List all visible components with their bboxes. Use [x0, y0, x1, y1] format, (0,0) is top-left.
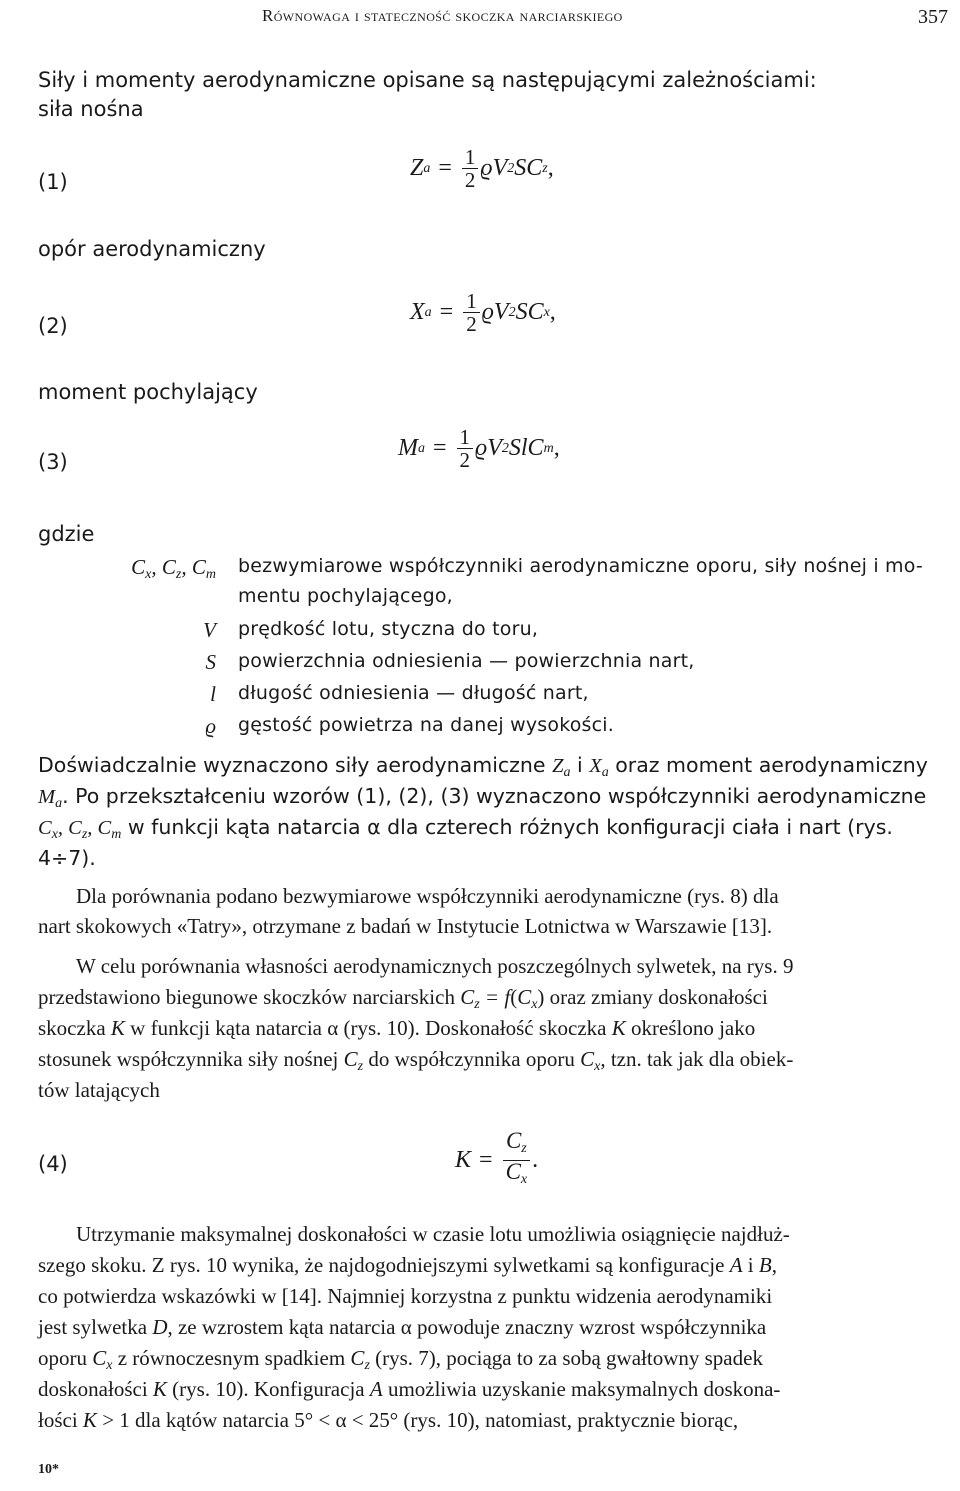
sym-cx-sub: x: [145, 567, 152, 582]
eq3-frac-den: 2: [459, 448, 471, 472]
sym-cz-spadek: $C_z$: [350, 1346, 370, 1373]
para1-l2: . Po przekształceniu wzorów (1), (2), (3) wyznaczono współczynniki aerodynamiczne: [62, 784, 927, 808]
eq3-rho-v: ϱV: [475, 435, 502, 461]
sym-cz: C: [161, 555, 176, 579]
eq4-den-c: C: [505, 1159, 521, 1184]
sym-za: $Z_a$: [552, 755, 571, 780]
para4-line-6: [38, 1375, 960, 1404]
def-text-coefficients-2: mentu pochylającego,: [238, 585, 453, 607]
para2-line-2: nart skokowych «Tatry», otrzymane z badań w Instytucie Lotnictwa w Warszawie [13].: [38, 914, 773, 938]
sym-k-2: K: [611, 1016, 626, 1040]
eq4-num-c: C: [505, 1128, 522, 1153]
para1-l1c: oraz moment aerodynamiczny: [608, 753, 928, 777]
para4-line-7: [38, 1406, 960, 1435]
sym-k-1: K: [110, 1016, 125, 1040]
eq1-frac-num: 1: [464, 145, 476, 169]
definition-coefficients-cont: [38, 583, 958, 611]
para4-line-3: co potwierdza wskazówki w [14]. Najmniej korzystna z punktu widzenia aerodynamiki: [38, 1284, 773, 1308]
sym-cx: C: [131, 555, 146, 579]
eq3-tail-sub: m: [543, 440, 554, 456]
eq1-frac-den: 2: [464, 168, 476, 192]
eq3-end: ,: [553, 435, 560, 461]
running-title: Równowaga i stateczność skoczka narciarskiego: [262, 6, 623, 25]
equation-4: [455, 1130, 538, 1191]
eq3-tail: SlC: [508, 435, 544, 461]
def-text-density: gęstość powietrza na danej wysokości.: [238, 714, 615, 736]
intro-line-1: Siły i momenty aerodynamiczne opisane są następującymi zależnościami:: [38, 68, 817, 92]
eq3-frac-num: 1: [459, 425, 471, 449]
para4-line-4: [38, 1313, 960, 1342]
sym-d-config: D: [152, 1315, 168, 1339]
def-symbol-rho: ϱ: [205, 714, 216, 738]
eq4-equals: =: [479, 1147, 493, 1173]
para3-l3a: skoczka: [38, 1016, 111, 1040]
sym-cz-ratio: $C_z$: [343, 1047, 364, 1074]
def-text-area: powierzchnia odniesienia — powierzchnia nart,: [238, 650, 695, 672]
para3-line-5: tów latających: [38, 1078, 160, 1102]
eq4-frac-num: [503, 1130, 530, 1160]
eq4-lhs: K: [455, 1147, 472, 1173]
def-symbol-coefficients: $C_x$, $C_z$, $C_m$: [131, 555, 216, 582]
para1-l1b: i: [570, 753, 590, 777]
para3-l2b: oraz zmiany doskonałości: [544, 985, 768, 1009]
eq2-half-fraction: [463, 290, 480, 335]
sym-cx-cz-cm: $C_x$, $C_z$, $C_m$: [38, 817, 122, 842]
para4-line-1: Utrzymanie maksymalnej doskonałości w czasie lotu umożliwia osiągnięcie najdłuż-: [76, 1222, 790, 1246]
def-text-velocity: prędkość lotu, styczna do toru,: [238, 618, 539, 640]
equation-1: [410, 146, 554, 191]
para3-l4a: stosunek współczynnika siły nośnej: [38, 1047, 344, 1071]
sym-polar: $C_z = f$: [460, 985, 511, 1012]
eq4-num-sub: z: [521, 1141, 527, 1156]
sym-ma: $M_a$: [38, 786, 63, 811]
para4-l7b: > 1 dla kątów natarcia 5° < α < 25° (rys. 10), natomiast, praktycznie biorąc,: [96, 1408, 739, 1432]
eq2-frac-den: 2: [466, 312, 477, 336]
equation-3: [398, 426, 560, 471]
para4-line-2: szego skoku. Z rys. 10 wynika, że najdogodniejszymi sylwetkami są konfiguracje A i B,: [38, 1253, 777, 1277]
para1-line-4: 4÷7).: [38, 846, 96, 870]
definition-density: [38, 712, 958, 740]
eq1-lhs-sub: a: [423, 160, 431, 176]
sym-xa: $X_a$: [589, 755, 609, 780]
eq1-tail: SC: [514, 155, 543, 181]
sym-k-3: K: [152, 1377, 167, 1401]
eq1-sup: 2: [507, 160, 515, 176]
eq1-lhs: Z: [410, 155, 424, 181]
eq1-equals: =: [438, 155, 452, 181]
def-text-length: długość odniesienia — długość nart,: [238, 682, 589, 704]
eq2-end: ,: [549, 299, 556, 325]
para4-l5b: z równoczesnym spadkiem: [112, 1346, 351, 1370]
sym-a-config-2: A: [369, 1377, 383, 1401]
definition-coefficients: [38, 553, 958, 581]
sym-cx-oporu: $C_x$: [92, 1346, 113, 1373]
eq2-sup: 2: [508, 304, 516, 320]
page-number: 357: [918, 6, 948, 28]
eq2-lhs: X: [410, 299, 425, 325]
sym-cz-sub: z: [175, 567, 182, 582]
para4-l5a: oporu: [38, 1346, 93, 1370]
para3-l4c: , tzn. tak jak dla obiek-: [600, 1047, 794, 1071]
label-gdzie: gdzie: [38, 522, 95, 546]
signature-mark: 10*: [38, 1462, 59, 1477]
intro-line-2: siła nośna: [38, 97, 144, 121]
para4-l6a: doskonałości: [38, 1377, 153, 1401]
eq2-tail: SC: [515, 299, 544, 325]
eq3-sup: 2: [501, 440, 509, 456]
para3-l3c: określono jako: [625, 1016, 756, 1040]
para3-line-2: przedstawiono biegunowe skoczków narciarskich $C_z = f(C_x)$ oraz zmiany doskonałości: [38, 985, 768, 1012]
eq4-fraction: [503, 1130, 531, 1191]
para2-line-1: Dla porównania podano bezwymiarowe współczynniki aerodynamiczne (rys. 8) dla: [76, 884, 779, 908]
eq3-equals: =: [433, 435, 447, 461]
para4-l2b: i: [742, 1253, 759, 1277]
para3-l2a: przedstawiono biegunowe skoczków narciarskich: [38, 985, 461, 1009]
definition-area: [38, 648, 958, 676]
eq3-lhs-sub: a: [418, 440, 425, 456]
para3-l3b: w funkcji kąta natarcia α (rys. 10). Doskonałość skoczka: [124, 1016, 612, 1040]
page-header: [0, 6, 960, 30]
eq2-lhs-sub: a: [424, 304, 432, 320]
definition-velocity: [38, 616, 958, 644]
para3-l4b: do współczynnika oporu: [363, 1047, 581, 1071]
eq3-lhs: M: [398, 435, 418, 461]
para4-l5c: (rys. 7), pociąga to za sobą gwałtowny spadek: [369, 1346, 763, 1370]
equation-number-2: (2): [38, 314, 68, 338]
para4-l6b: (rys. 10). Konfiguracja: [166, 1377, 370, 1401]
eq1-rho-v: ϱV: [480, 155, 508, 181]
eq3-half-fraction: [457, 426, 474, 471]
eq2-tail-sub: x: [543, 304, 550, 320]
equation-2: [410, 290, 556, 335]
para3-line-1: W celu porównania własności aerodynamicznych poszczególnych sylwetek, na rys. 9: [76, 954, 794, 978]
sym-cx-arg: $C_x$: [517, 985, 538, 1012]
def-symbol-s: S: [205, 650, 216, 674]
def-symbol-v: V: [203, 618, 216, 642]
eq1-tail-sub: z: [542, 160, 548, 176]
eq1-end: ,: [547, 155, 554, 181]
sym-a-config: A: [729, 1253, 743, 1277]
definition-length: [38, 680, 958, 708]
para1-l1a: Doświadczalnie wyznaczono siły aerodynamiczne: [38, 753, 553, 777]
para3-line-3: [38, 1014, 960, 1043]
sym-cm: C: [191, 555, 206, 579]
label-opor: opór aerodynamiczny: [38, 237, 266, 261]
sym-b-config: B: [758, 1253, 772, 1277]
equation-number-3: (3): [38, 450, 68, 474]
para4-l7a: łości: [38, 1408, 83, 1432]
eq4-end: .: [532, 1147, 539, 1173]
para4-l4a: jest sylwetka: [38, 1315, 153, 1339]
eq4-den-sub: x: [520, 1172, 528, 1187]
sym-cm-sub: m: [205, 567, 216, 582]
para1-l3: w funkcji kąta natarcia α dla czterech różnych konfiguracji ciała i nart (rys.: [121, 815, 893, 839]
sym-cx-ratio: $C_x$: [580, 1047, 601, 1074]
sym-k-4: K: [82, 1408, 97, 1432]
eq2-rho-v: ϱV: [481, 299, 509, 325]
eq2-equals: =: [439, 299, 454, 325]
def-text-coefficients-1: bezwymiarowe współczynniki aerodynamiczne oporu, siły nośnej i mo-: [238, 555, 923, 577]
eq2-frac-num: 1: [466, 289, 477, 313]
eq1-half-fraction: [462, 146, 479, 191]
para4-l2a: szego skoku. Z rys. 10 wynika, że najdogodniejszymi sylwetkami są konfiguracje: [38, 1253, 730, 1277]
equation-number-1: (1): [38, 170, 68, 194]
eq4-frac-den: [503, 1161, 531, 1191]
label-moment: moment pochylający: [38, 380, 258, 404]
def-symbol-l: l: [210, 682, 216, 706]
para4-l4b: , ze wzrostem kąta natarcia α powoduje znaczny wzrost współczynnika: [167, 1315, 767, 1339]
para4-l6c: umożliwia uzyskanie maksymalnych doskona-: [382, 1377, 781, 1401]
equation-number-4: (4): [38, 1152, 68, 1176]
